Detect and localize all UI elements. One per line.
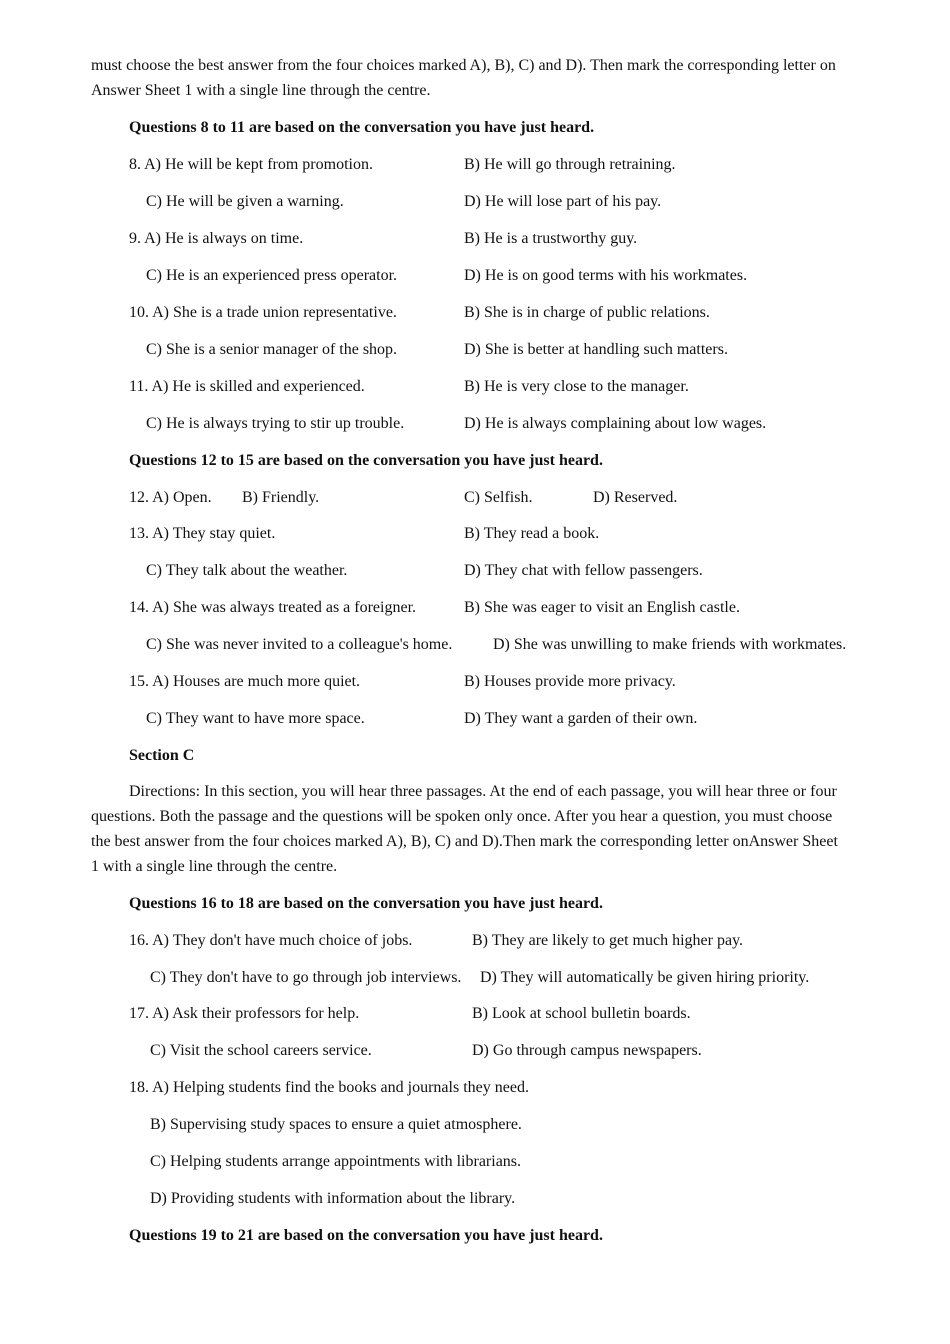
intro-line-2: Answer Sheet 1 with a single line through the centre. <box>91 82 431 99</box>
option-11b: B) He is very close to the manager. <box>464 378 689 395</box>
option-13c: C) They talk about the weather. <box>146 562 348 579</box>
section-c-title: Section C <box>129 747 195 764</box>
option-16b: B) They are likely to get much higher pay. <box>472 932 744 949</box>
option-16a: 16. A) They don't have much choice of jobs. <box>129 932 413 949</box>
option-14a: 14. A) She was always treated as a foreigner. <box>129 599 417 616</box>
option-13a: 13. A) They stay quiet. <box>129 525 276 542</box>
option-15c: C) They want to have more space. <box>146 710 365 727</box>
option-17d: D) Go through campus newspapers. <box>472 1042 702 1059</box>
option-18d: D) Providing students with information about the library. <box>150 1190 516 1207</box>
directions-line-2: questions. Both the passage and the questions will be spoken only once. After you hear a question, you must choose <box>91 808 833 825</box>
option-8b: B) He will go through retraining. <box>464 156 676 173</box>
option-10d: D) She is better at handling such matters. <box>464 341 728 358</box>
option-15b: B) Houses provide more privacy. <box>464 673 676 690</box>
group-heading-8-11: Questions 8 to 11 are based on the conversation you have just heard. <box>129 119 595 136</box>
option-9b: B) He is a trustworthy guy. <box>464 230 638 247</box>
option-13b: B) They read a book. <box>464 525 600 542</box>
group-heading-12-15: Questions 12 to 15 are based on the conversation you have just heard. <box>129 452 603 469</box>
option-8a: 8. A) He will be kept from promotion. <box>129 156 373 173</box>
option-18b: B) Supervising study spaces to ensure a quiet atmosphere. <box>150 1116 522 1133</box>
option-9a: 9. A) He is always on time. <box>129 230 304 247</box>
option-17a: 17. A) Ask their professors for help. <box>129 1005 360 1022</box>
option-10c: C) She is a senior manager of the shop. <box>146 341 398 358</box>
option-17b: B) Look at school bulletin boards. <box>472 1005 691 1022</box>
option-16c: C) They don't have to go through job interviews. <box>150 969 462 986</box>
option-12c: C) Selfish. <box>464 489 533 506</box>
option-11d: D) He is always complaining about low wages. <box>464 415 767 432</box>
option-12a: 12. A) Open. <box>129 489 212 506</box>
option-10b: B) She is in charge of public relations. <box>464 304 710 321</box>
option-11c: C) He is always trying to stir up trouble. <box>146 415 405 432</box>
directions-line-4: 1 with a single line through the centre. <box>91 858 338 875</box>
option-17c: C) Visit the school careers service. <box>150 1042 372 1059</box>
option-16d: D) They will automatically be given hiring priority. <box>480 969 810 986</box>
option-12b: B) Friendly. <box>242 489 320 506</box>
option-14d: D) She was unwilling to make friends with workmates. <box>493 636 847 653</box>
option-18a: 18. A) Helping students find the books and journals they need. <box>129 1079 529 1096</box>
option-14c: C) She was never invited to a colleague's home. <box>146 636 453 653</box>
directions-line-1: Directions: In this section, you will hear three passages. At the end of each passage, you will hear three or four <box>129 783 837 800</box>
option-9d: D) He is on good terms with his workmates. <box>464 267 748 284</box>
option-18c: C) Helping students arrange appointments with librarians. <box>150 1153 522 1170</box>
option-14b: B) She was eager to visit an English castle. <box>464 599 740 616</box>
option-12d: D) Reserved. <box>593 489 678 506</box>
option-11a: 11. A) He is skilled and experienced. <box>129 378 365 395</box>
group-heading-16-18: Questions 16 to 18 are based on the conversation you have just heard. <box>129 895 603 912</box>
option-13d: D) They chat with fellow passengers. <box>464 562 703 579</box>
directions-line-3: the best answer from the four choices marked A), B), C) and D).Then mark the corresponding letter onAnswer Sheet <box>91 833 838 850</box>
option-10a: 10. A) She is a trade union representative. <box>129 304 397 321</box>
option-15a: 15. A) Houses are much more quiet. <box>129 673 361 690</box>
intro-line-1: must choose the best answer from the four choices marked A), B), C) and D). Then mark the corresponding letter on <box>91 57 836 74</box>
option-8c: C) He will be given a warning. <box>146 193 344 210</box>
option-9c: C) He is an experienced press operator. <box>146 267 398 284</box>
option-15d: D) They want a garden of their own. <box>464 710 698 727</box>
option-8d: D) He will lose part of his pay. <box>464 193 662 210</box>
group-heading-19-21: Questions 19 to 21 are based on the conversation you have just heard. <box>129 1227 603 1244</box>
